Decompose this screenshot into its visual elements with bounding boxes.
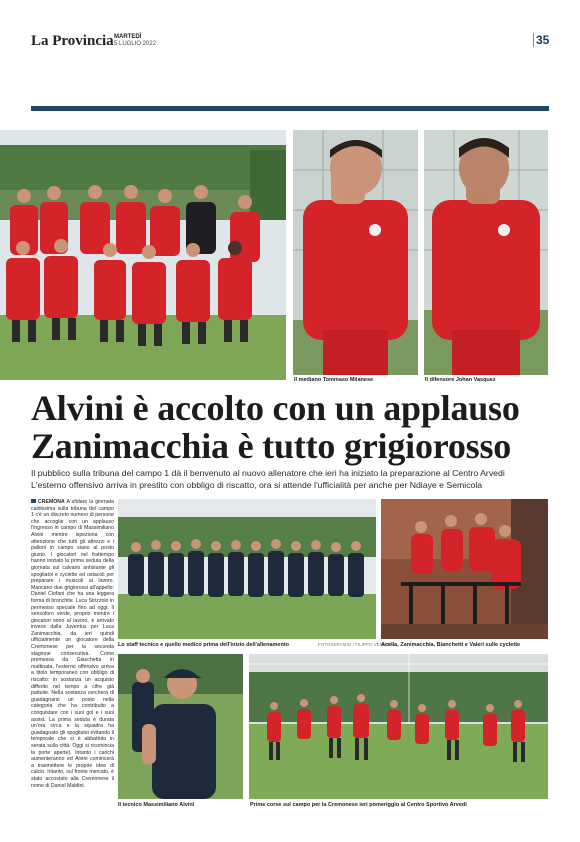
- deck-line-2: L'esterno offensivo arriva in prestito con obbligo di riscatto, ora si attende l'ufficialità per anche per Ndiaye e Semicola: [31, 480, 483, 490]
- section-marker: [31, 499, 36, 503]
- team-photo: [0, 130, 286, 380]
- defender-photo: [424, 130, 548, 375]
- article-text: A sfidare la giornata caldissima sulla tribuna del campo 1 c'è un discreto numero di persone che accoglie con un applauso l'ingresso in campo di Massimiliano Alvini mentre ispeziona con attenzione che tutti gli attrezzi e i palloni in campo siano al posto giusto. I giocatori nel frattempo hanno iniziato la prima seduta della giornata sul calvario antistante gli spogliatoi e cyclette ed ostacoli per preparare i muscoli al lavoro. Mancano due grigiorossi all'appello: Daniel Ciofani che ha una leggera forma di bronchite. Luca Strizzolo in permesso speciale fino ad oggi. Il sensoforo verde, proprio mentre i giocatori sono al lavoro, è arrivato invece dalla Juventus per Luca Zanimacchia, da ieri quindi ufficialmente un giocatore della Cremonese per la seconda stagione consecutiva. Come premessa da Giacchetta in mattinata, l'esterno offensivo arriva a titolo temporaneo con obbligo di riscatto: in sostanza un acquisto differito nel tempo a cifre già pattuite. Nella sostanza cercherà di guadagnarsi un posto nella categoria che ha contribuito a conquistare con i suoi gol e i suoi assist. La prima seduta è durata un'ora circa e la squadra ha guadagnato gli spogliatoi evitando il temporale che si è abbattuto in serata sulla città. Oggi si ricomincia la porte aperte). Intanto i carichi aumenteranno ed Alvini comincerà a trasmettere le proprie idee di calcio. Intanto, sul fronte mercato, è stato accostato alla Cremonese il nome di Daniel Maldini.: [31, 499, 114, 789]
- coach-photo: [118, 654, 243, 799]
- midfielder-photo: [293, 130, 418, 375]
- masthead: La Provincia: [31, 33, 114, 49]
- weekday: MARTEDÌ: [114, 34, 142, 40]
- page-number-divider: [533, 33, 534, 47]
- dateline: [114, 34, 156, 48]
- headline-line-2: Zanimacchia è tutto grigiorosso: [31, 426, 512, 466]
- article-dateline: CREMONA: [38, 499, 65, 505]
- photo-credit: FOTOSERVIZIO / FILIPPO VENEZIA: [318, 642, 393, 647]
- page-number: 35: [536, 33, 550, 47]
- training-run-caption: Prime corse sul campo per la Cremonese ieri pomeriggio al Centro Sportivo Arvedi: [250, 802, 467, 808]
- deck: [31, 467, 551, 491]
- date: 5 LUGLIO 2022: [114, 41, 157, 47]
- staff-photo: [118, 499, 376, 639]
- defender-caption: Il difensore Johan Vasquez: [425, 377, 496, 383]
- deck-line-1: Il pubblico sulla tribuna del campo 1 dà il benvenuto al nuovo allenatore che ieri ha iniziato la preparazione al Centro Arvedi: [31, 468, 505, 478]
- coach-caption: Il tecnico Massimiliano Alvini: [118, 802, 195, 808]
- staff-caption: Lo staff tecnico e quello medico prima dell'inizio dell'allenamento: [118, 642, 290, 648]
- midfielder-caption: Il mediano Tommaso Milanese: [294, 377, 374, 383]
- exercise-bikes-photo: [381, 499, 548, 639]
- section-band: [31, 106, 549, 111]
- exercise-bikes-caption: Acella, Zanimacchia, Bianchetti e Valeri sulle cyclette: [381, 642, 521, 648]
- headline: [31, 389, 551, 465]
- headline-line-1: Alvini è accolto con un applauso: [31, 388, 520, 428]
- article-body: [31, 499, 114, 809]
- training-run-photo: [249, 654, 548, 799]
